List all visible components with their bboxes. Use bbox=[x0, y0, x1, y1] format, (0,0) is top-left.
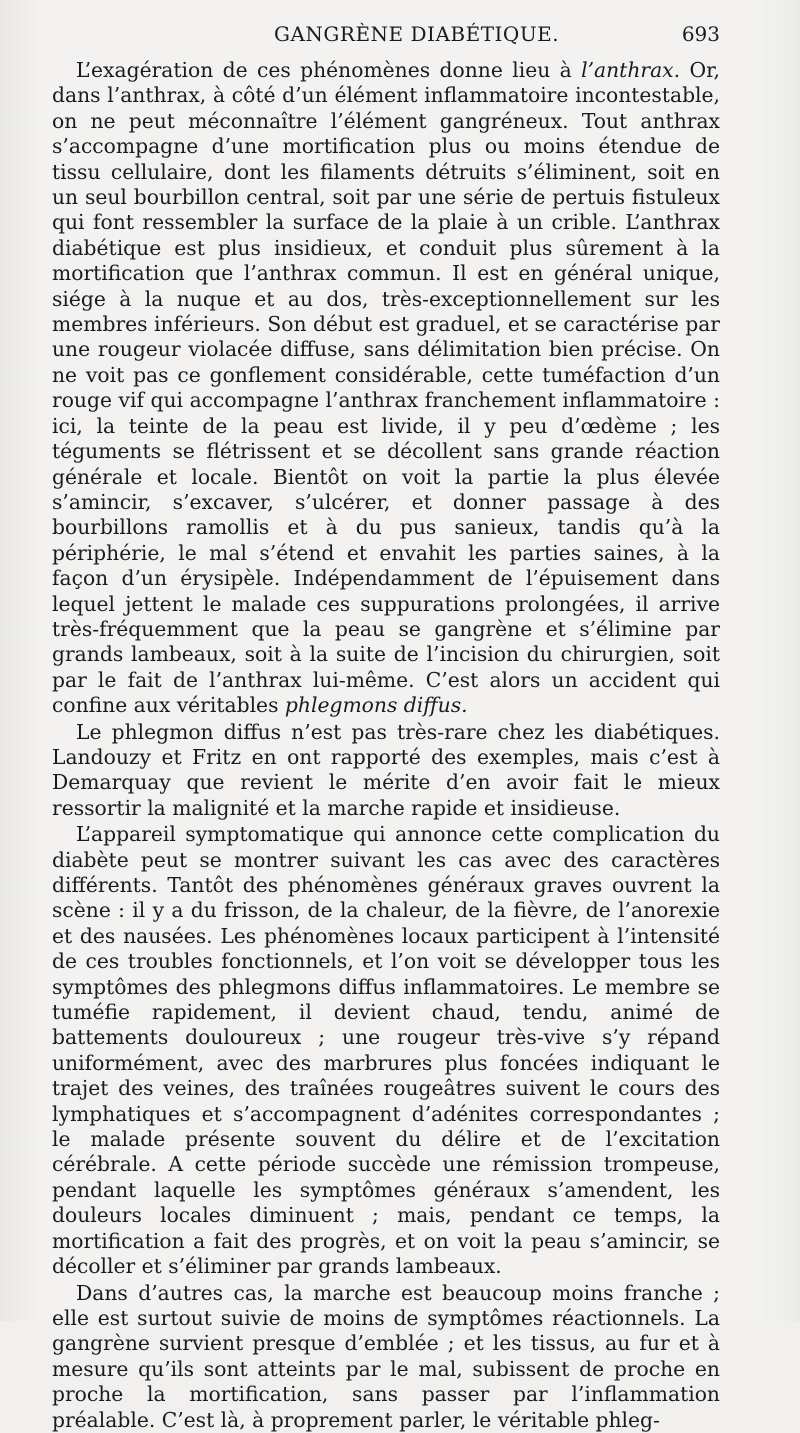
running-title: GANGRÈNE DIABÉTIQUE. bbox=[274, 22, 560, 46]
page-number: 693 bbox=[681, 22, 720, 46]
page-header bbox=[52, 22, 720, 50]
paragraph-text: L’appareil symptomatique qui annonce cette complication du diabète peut se montrer suivant les cas avec des caractères différents. Tantôt des phénomènes généraux graves ouvrent la scène : il y a du frisson, de la chaleur, de la fièvre, de l’anorexie et des nausées. Les phénomènes locaux participent à l’intensité de ces troubles fonctionnels, et l’on voit se développer tous les symptômes des phlegmons diffus inflammatoires. Le membre se tuméfie rapidement, il devient chaud, tendu, animé de battements douloureux ; une rougeur très-vive s’y répand uniformément, avec des marbrures plus foncées indiquant le trajet des veines, des traînées rougeâtres suivent le cours des lymphatiques et s’accompagnent d’adénites correspondantes ; le malade présente souvent du délire et de l’excitation cérébrale. A cette période succède une rémission trompeuse, pendant laquelle les symptômes généraux s’amendent, les douleurs locales diminuent ; mais, pendant ce temps, la mortification a fait des progrès, et on voit la peau s’amincir, se décoller et s’éliminer par grands lambeaux. bbox=[52, 822, 720, 1279]
paragraph-text: Le phlegmon diffus n’est pas très-rare chez les diabétiques. Landouzy et Fritz en ont rapporté des exemples, mais c’est à Demarquay que revient le mérite d’en avoir fait le mieux ressortir la malignité et la marche rapide et insidieuse. bbox=[52, 719, 720, 820]
body-text bbox=[52, 58, 720, 1433]
paragraph-text: L’exagération de ces phénomènes donne lieu à bbox=[76, 58, 582, 82]
italic-term: l’anthrax. bbox=[581, 58, 681, 82]
italic-term: phlegmons diffus. bbox=[284, 693, 468, 718]
paragraph bbox=[52, 1281, 720, 1433]
paragraph bbox=[52, 720, 720, 822]
paragraph bbox=[52, 58, 720, 719]
paragraph-text: Dans d’autres cas, la marche est beaucoup moins franche ; elle est surtout suivie de moins de symptômes réactionnels. La gangrène survient presque d’emblée ; et les tissus, au fur et à mesure qu’ils sont atteints par le mal, subissent de proche en proche la mortification, sans passer par l’inflammation préalable. C’est là, à proprement parler, le véritable phleg- bbox=[52, 1280, 720, 1432]
paragraph-text: Or, dans l’anthrax, à côté d’un élément inflammatoire incontestable, on ne peut méconnaître l’élément gangréneux. Tout anthrax s’accompagne d’une mortification plus ou moins étendue de tissu cellulaire, dont les filaments détruits s’éliminent, soit en un seul bourbillon central, soit par une série de pertuis fistuleux qui font ressembler la surface de la plaie à un crible. L’anthrax diabétique est plus insidieux, et conduit plus sûrement à la mortification que l’anthrax commun. Il est en général unique, siége à la nuque et au dos, très-exceptionnellement sur les membres inférieurs. Son début est graduel, et se caractérise par une rougeur violacée diffuse, sans délimitation bien précise. On ne voit pas ce gonflement considérable, cette tuméfaction d’un rouge vif qui accompagne l’anthrax franchement inflammatoire : ici, la teinte de la peau est livide, il y peu d’œdème ; les téguments se flétrissent et se décollent sans grande réaction générale et locale. Bientôt on voit la partie la plus élevée s’amincir, s’excaver, s’ulcérer, et donner passage à des bourbillons ramollis et à du pus sanieux, tandis qu’à la périphérie, le mal s’étend et envahit les parties saines, à la façon d’un érysipèle. Indépendamment de l’épuisement dans lequel jettent le malade ces suppurations prolongées, il arrive très-fréquemment que la peau se gangrène et s’élimine par grands lambeaux, soit à la suite de l’incision du chirurgien, soit par le fait de l’anthrax lui-même. C’est alors un accident qui confine aux véritables bbox=[52, 58, 720, 718]
paragraph bbox=[52, 822, 720, 1279]
